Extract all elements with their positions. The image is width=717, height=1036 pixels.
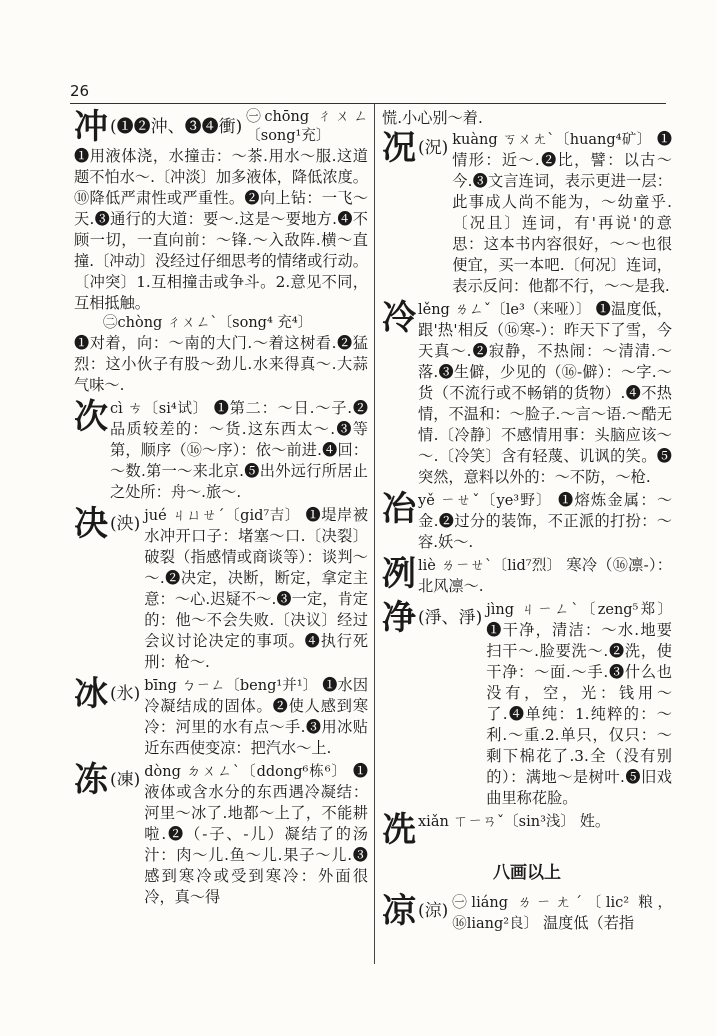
definition: ❶用液体浇，水撞击：～茶.用水～服.这道题不怕水～.〔冲淡〕加多液体，降低浓度。⑩降低严肃性或严重性。❷向上钻：一飞～天.❸通行的大道：要～.这是～要地方.❹不顾一切，一直向前：～锋.～入敌阵.横～直撞.〔冲动〕没经过仔细思考的情绪或行动。〔冲突〕1.互相撞击或争斗。2.意见不同，互相抵触。 (74, 147, 368, 312)
entry-ci (74, 398, 368, 503)
entry-chong (74, 108, 368, 396)
headword: 冻 (74, 760, 108, 800)
definition: 姓。 (579, 812, 611, 830)
headword: 决 (74, 504, 108, 544)
entry-ye (382, 490, 672, 553)
pronunciation: xiǎn ㄒㄧㄢˇ〔sin³浅〕 (418, 814, 575, 830)
headword: 冰 (74, 674, 108, 714)
pronunciation: jué ㄐㄩㄝˊ〔gid⁷吉〕 (144, 508, 300, 524)
entry-jing (382, 599, 672, 809)
definition: 寒冷（⑯凛-）：北风凛～. (418, 556, 672, 595)
headword-variants: (凍) (110, 770, 141, 790)
section-header: 八画以上 (493, 863, 561, 883)
pronunciation: cì ㄘ〔si⁴试〕 (110, 401, 209, 417)
definition: ❶液体或含水分的东西遇冷凝结：河里～冰了.地都～上了，不能耕啦.❷（-子、-儿）凝结了的汤汁：肉～儿.鱼～儿.果子～儿.❸感到寒冷或受到寒冷：外面很冷，真～得 (144, 762, 369, 906)
headword: 况 (382, 128, 416, 168)
entry-dong (74, 761, 368, 908)
definition: ❶对着，向：～南的大门.～着这树看.❷猛烈：这小伙子有股～劲儿.水来得真～.大蒜气味～. (74, 334, 368, 394)
headword-variants: (涼) (418, 901, 449, 921)
pronunciation: dòng ㄉㄨㄥˋ〔ddong⁶栋⁶〕 (144, 764, 348, 780)
headword-variants: (況) (418, 138, 449, 158)
entry-bing (74, 675, 368, 759)
definition: ❶温度低，跟'热'相反（⑯寒-）：昨天下了雪，今天真～.❷寂静，不热闹：～清清.～落.❸生僻，少见的（⑯-僻）：～字.～货（不流行或不畅销的货物）.❹不热情，不温和：～脸子.～言～语.～酷无情.〔冷静〕不感情用事：头脑应该～～.〔冷笑〕含有轻蔑、讥讽的笑。❺突然，意料以外的：～不防，～枪. (418, 300, 672, 486)
headword: 次 (74, 397, 108, 437)
definition: ❶情形：近～.❷比，譬：以古～今.❸文言连词，表示更进一层：此事成人尚不能为，～幼童乎.〔况且〕连词，有'再说'的意思：这本书内容很好，～～也很便宜，买一本吧.〔何况〕连词，表示反问：他都不行，～～是我. (452, 130, 672, 295)
pronunciation: ㊀chōng ㄔㄨㄥ〔song¹充〕 (246, 109, 368, 144)
pronunciation: yě ㄧㄝˇ〔ye³野〕 (418, 493, 552, 509)
headword: 冽 (382, 554, 416, 594)
pronunciation: kuàng ㄎㄨㄤˋ〔huang⁴矿〕 (452, 132, 652, 148)
entry-leng (382, 299, 672, 488)
headword: 冲 (74, 107, 108, 147)
headword: 凉 (382, 891, 416, 931)
headword: 冼 (382, 810, 416, 850)
pronunciation: ㊀liáng ㄌㄧㄤˊ〔lic² 粮，⑯liang²良〕 (452, 895, 672, 932)
definition: ❶干净，清洁：～水.地要扫干～.脸要洗～.❷洗，使干净：～面.～手.❸什么也没有，空，光：钱用～了.❹单纯：1.纯粹的：～利.～重.2.单只，仅只：～剩下棉花了.3.全（没有别的）：满地～是树叶.❺旧戏曲里称花脸。 (486, 621, 672, 807)
right-column (382, 108, 672, 936)
definition: 温度低（若指 (542, 914, 635, 932)
entry-jue (74, 505, 368, 673)
pronunciation: liè ㄌㄧㄝˋ〔lid⁷烈〕 (418, 558, 562, 574)
entry-lie (382, 555, 672, 597)
headword: 净 (382, 598, 416, 638)
entry-liang (382, 892, 672, 934)
headword-variants: (氷) (110, 684, 141, 704)
pronunciation: lěng ㄌㄥˇ〔le³（来哑）〕 (418, 302, 591, 318)
definition: ❶水因冷凝结成的固体。❷使人感到寒冷：河里的水有点～手.❸用冰贴近东西使变凉：把汽水～上. (144, 676, 369, 757)
page-number: 26 (70, 82, 90, 100)
pronunciation: ㊁chòng ㄔㄨㄥˋ〔song⁴ 充⁴〕 (103, 315, 313, 331)
headword-variants: (泱) (110, 514, 141, 534)
pronunciation: jìng ㄐㄧㄥˋ〔zeng⁵郑〕 (486, 602, 672, 618)
column-divider (374, 104, 375, 964)
headword-variants: (淨、淨) (418, 608, 483, 628)
entry-xian (382, 811, 672, 849)
definition: ❶堤岸被水冲开口子：堵塞～口.〔决裂〕破裂（指感情或商谈等）：谈判～～.❷决定，决断，断定，拿定主意：～心.迟疑不～.❸一定，肯定的：他～不会失败.〔决议〕经过会议讨论决定的事项。❹执行死刑：枪～. (144, 506, 369, 671)
pronunciation: bīng ㄅㄧㄥ〔beng¹并¹〕 (144, 678, 318, 694)
entry-kuang (382, 129, 672, 297)
headword: 冶 (382, 489, 416, 529)
left-column (74, 108, 368, 910)
continuation-text: 慌.小心别～着. (382, 109, 483, 127)
header-rule (70, 103, 666, 104)
definition: ❶熔炼金属：～金.❷过分的装饰，不正派的打扮：～容.妖～. (418, 491, 673, 551)
headword-variants: (❶❷沖、❸❹衝) (110, 117, 243, 137)
definition: ❶第二：～日.～子.❷品质较差的：～货.这东西太～.❸等第，顺序（⑯～序）：依～前进.❹回：～数.第一～来北京.❺出外远行所居止之处所：舟～.旅～. (110, 399, 369, 501)
headword: 冷 (382, 298, 416, 338)
